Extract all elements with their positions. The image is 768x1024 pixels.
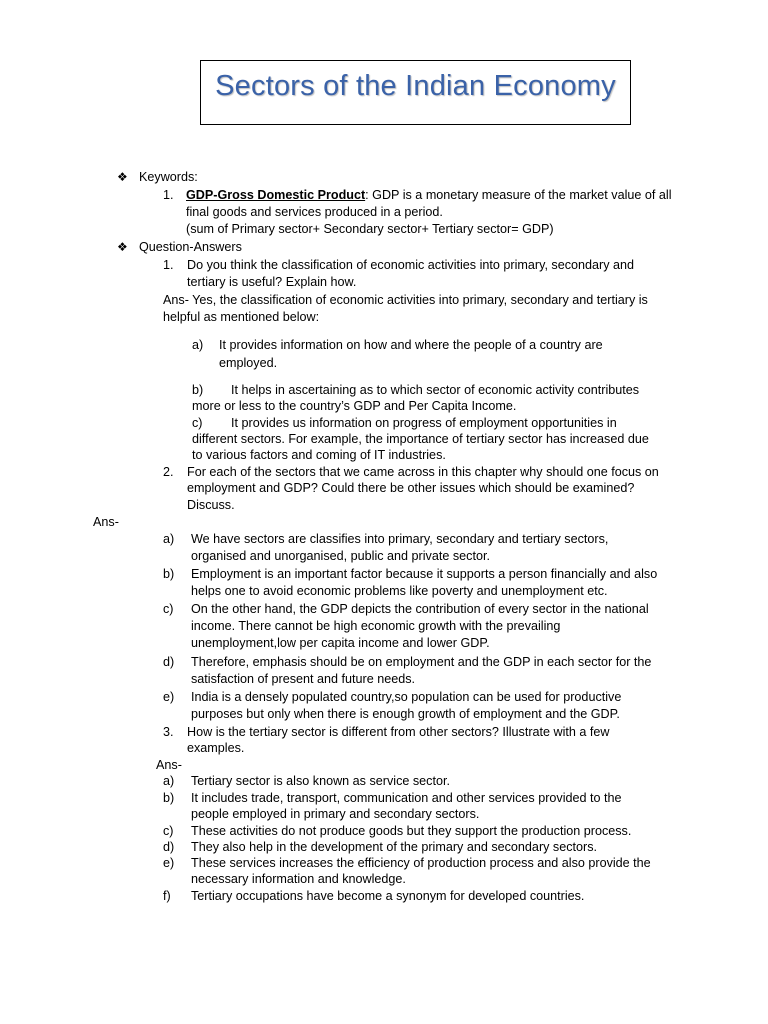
list-label: b) [163,567,175,581]
answer-2-label: Ans- [93,515,119,529]
question-3-line-2: examples. [187,741,245,755]
gdp-term: GDP-Gross Domestic Product [186,188,366,202]
answer-2c-line-3: unemployment,low per capita income and lower GDP. [191,636,490,650]
gdp-definition: : GDP is a monetary measure of the market value of all [365,188,672,202]
answer-1c-line-3: to various factors and coming of IT industries. [192,448,446,462]
question-3-line-1: How is the tertiary sector is different from other sectors? Illustrate with a few [187,725,610,739]
answer-3e-line-2: necessary information and knowledge. [191,872,406,886]
answer-1c-line-2: different sectors. For example, the importance of tertiary sector has increased due [192,432,649,446]
answer-1a-line-1: It provides information on how and where the people of a country are [219,338,603,352]
question-1-line-2: tertiary is useful? Explain how. [187,275,357,289]
answer-2c-line-1: On the other hand, the GDP depicts the contribution of every sector in the national [191,602,649,616]
answer-2a-line-1: We have sectors are classifies into primary, secondary and tertiary sectors, [191,532,609,546]
diamond-bullet-icon: ❖ [117,170,128,184]
answer-2e-line-2: purposes but only when there is enough growth of employment and the GDP. [191,707,620,721]
keywords-heading: Keywords: [139,170,198,184]
answer-3e-line-1: These services increases the efficiency of production process and also provide the [191,856,651,870]
diamond-bullet-icon: ❖ [117,240,128,254]
list-label: a) [163,774,175,788]
answer-3b-line-2: people employed in primary and secondary sectors. [191,807,480,821]
list-label: f) [163,889,171,903]
answer-1b-line-2: more or less to the country’s GDP and Per Capita Income. [192,399,517,413]
list-label: a) [192,338,204,352]
answer-3f-line-1: Tertiary occupations have become a synonym for developed countries. [191,889,585,903]
question-2-line-2: employment and GDP? Could there be other issues which should be examined? [187,481,635,495]
keyword-line-1 [186,187,672,204]
qa-heading: Question-Answers [139,240,242,254]
list-label: b) [192,383,204,397]
keyword-number: 1. [163,188,174,202]
answer-1a-line-2: employed. [219,356,278,370]
answer-2e-line-1: India is a densely populated country,so population can be used for productive [191,690,622,704]
question-number: 3. [163,725,174,739]
question-1-line-1: Do you think the classification of economic activities into primary, secondary and [187,258,635,272]
answer-3b-line-1: It includes trade, transport, communication and other services provided to the [191,791,622,805]
title-box [200,60,631,125]
list-label: e) [163,856,175,870]
list-label: c) [192,416,203,430]
answer-3a-line-1: Tertiary sector is also known as service sector. [191,774,450,788]
answer-1b-line-1: It helps in ascertaining as to which sector of economic activity contributes [231,383,640,397]
answer-2b-line-1: Employment is an important factor because it supports a person financially and also [191,567,658,581]
list-label: d) [163,655,175,669]
list-label: b) [163,791,175,805]
answer-2a-line-2: organised and unorganised, public and private sector. [191,549,490,563]
answer-2b-line-2: helps one to avoid economic problems like poverty and unemployment etc. [191,584,608,598]
answer-2d-line-2: satisfaction of present and future needs. [191,672,416,686]
list-label: c) [163,602,174,616]
answer-2d-line-1: Therefore, emphasis should be on employment and the GDP in each sector for the [191,655,652,669]
list-label: a) [163,532,175,546]
question-2-line-1: For each of the sectors that we came across in this chapter why should one focus on [187,465,659,479]
list-label: d) [163,840,175,854]
answer-1-line-1: Ans- Yes, the classification of economic activities into primary, secondary and tertiary is [163,293,648,307]
keyword-line-2: final goods and services produced in a period. [186,205,443,219]
answer-2c-line-2: income. There cannot be high economic growth with the prevailing [191,619,561,633]
keyword-line-3: (sum of Primary sector+ Secondary sector+ Tertiary sector= GDP) [186,222,554,236]
page-title: Sectors of the Indian Economy [215,70,616,102]
answer-1-line-2: helpful as mentioned below: [163,310,320,324]
question-number: 1. [163,258,174,272]
answer-3c-line-1: These activities do not produce goods but they support the production process. [191,824,632,838]
question-number: 2. [163,465,174,479]
answer-1c-line-1: It provides us information on progress of employment opportunities in [231,416,617,430]
question-2-line-3: Discuss. [187,498,235,512]
answer-3d-line-1: They also help in the development of the primary and secondary sectors. [191,840,598,854]
list-label: e) [163,690,175,704]
answer-3-label: Ans- [156,758,182,772]
list-label: c) [163,824,174,838]
